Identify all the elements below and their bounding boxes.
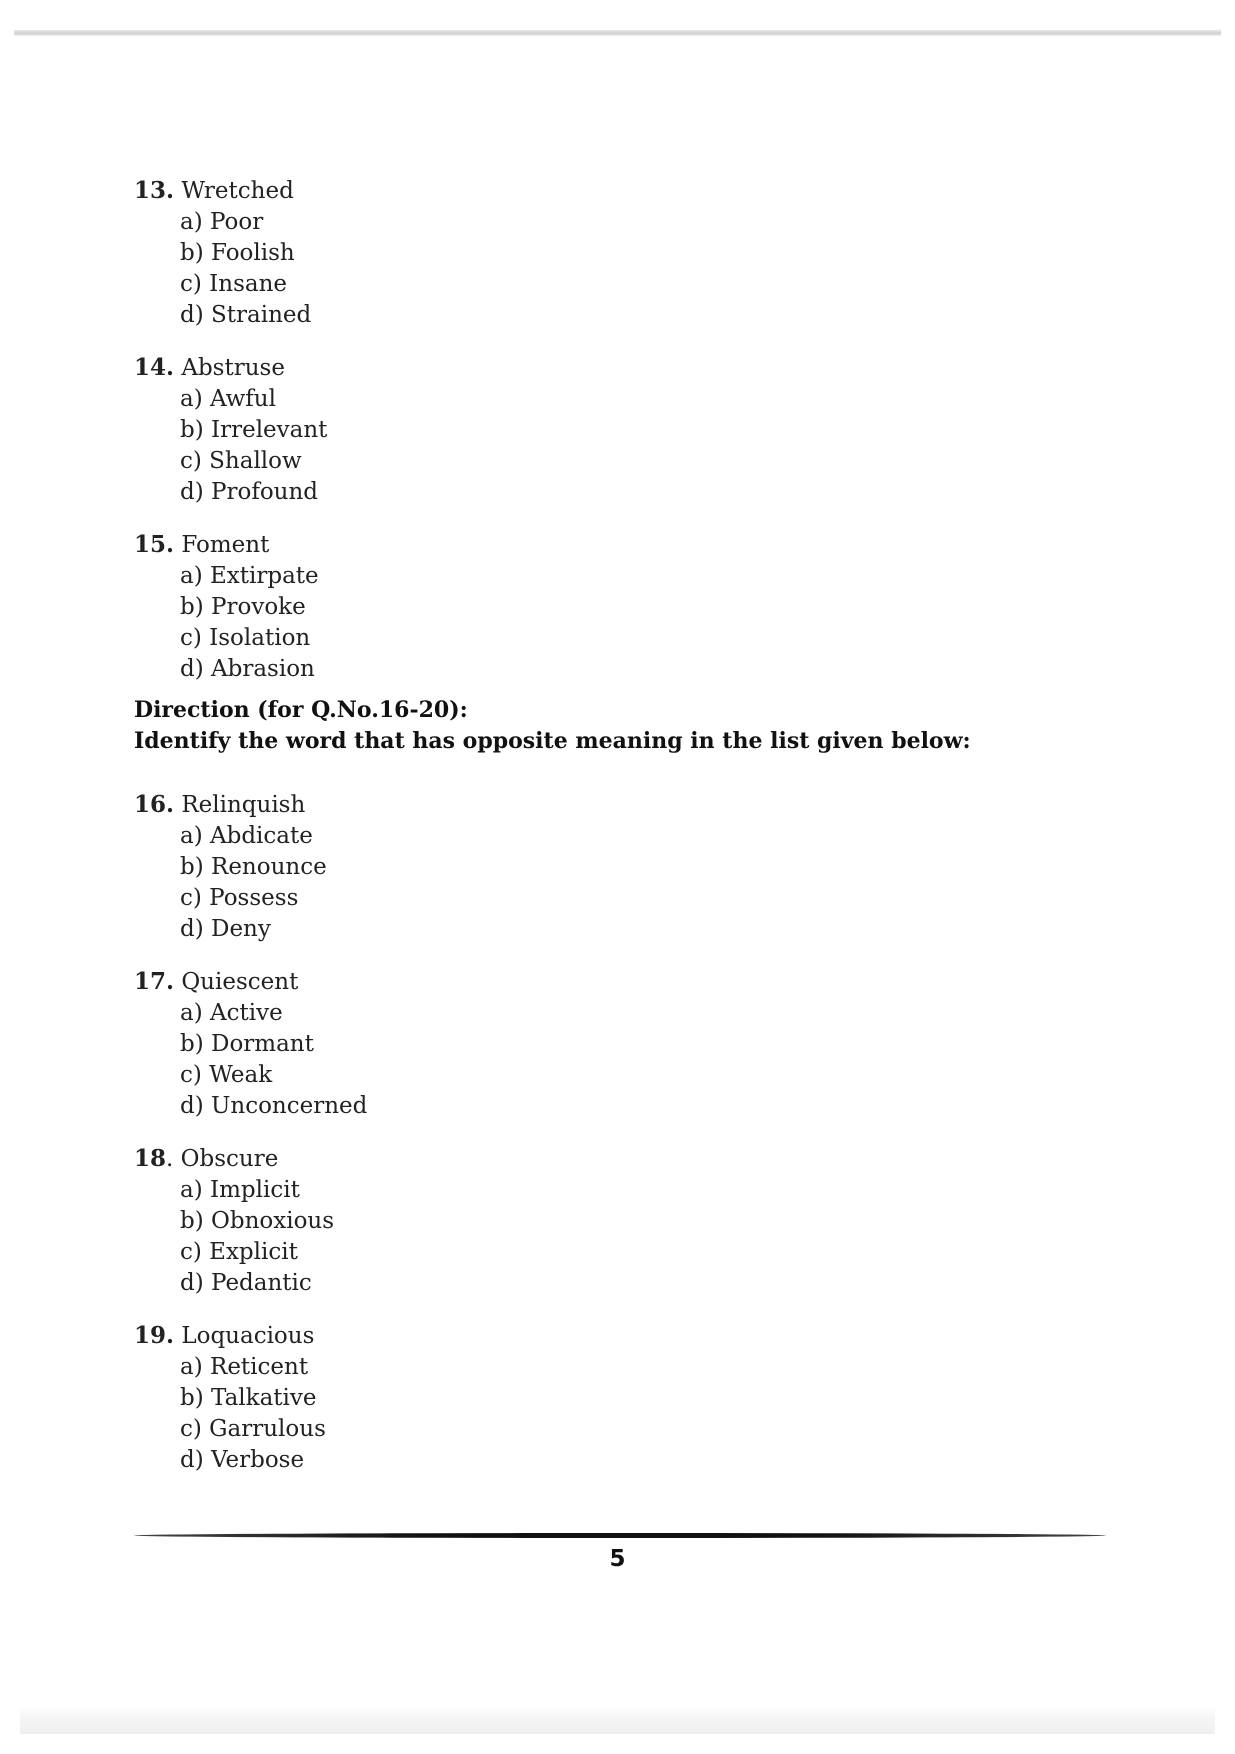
option-a: a) Reticent bbox=[180, 1354, 309, 1380]
option-a: a) Extirpate bbox=[180, 563, 319, 589]
option-b: b) Irrelevant bbox=[180, 417, 328, 443]
option-b: b) Dormant bbox=[180, 1031, 314, 1057]
option-a: a) Implicit bbox=[180, 1177, 300, 1203]
option-list bbox=[134, 1175, 1084, 1299]
direction-block bbox=[134, 695, 1084, 757]
question-13 bbox=[134, 175, 1084, 331]
question-word: Relinquish bbox=[181, 792, 306, 818]
question-word: . Obscure bbox=[166, 1146, 279, 1172]
option-d: d) Pedantic bbox=[180, 1270, 312, 1296]
option-d: d) Deny bbox=[180, 916, 271, 942]
question-heading bbox=[134, 789, 1084, 821]
option-b: b) Foolish bbox=[180, 240, 295, 266]
option-c: c) Garrulous bbox=[180, 1416, 326, 1442]
option-a: a) Poor bbox=[180, 209, 264, 235]
option-b: b) Renounce bbox=[180, 854, 327, 880]
question-17 bbox=[134, 966, 1084, 1122]
option-list bbox=[134, 207, 1084, 331]
option-c: c) Isolation bbox=[180, 625, 311, 651]
page-number: 5 bbox=[609, 1546, 626, 1572]
option-d: d) Strained bbox=[180, 302, 312, 328]
question-number: 14. bbox=[134, 354, 175, 381]
question-word: Foment bbox=[181, 532, 270, 558]
page-content bbox=[134, 175, 1084, 1497]
option-list bbox=[134, 384, 1084, 508]
question-number: 19. bbox=[134, 1322, 175, 1349]
option-d: d) Verbose bbox=[180, 1447, 305, 1473]
option-a: a) Awful bbox=[180, 386, 276, 412]
question-heading bbox=[134, 529, 1084, 561]
option-list bbox=[134, 821, 1084, 945]
option-a: a) Active bbox=[180, 1000, 283, 1026]
option-c: c) Weak bbox=[180, 1062, 273, 1088]
question-18 bbox=[134, 1143, 1084, 1299]
option-d: d) Abrasion bbox=[180, 656, 315, 682]
question-word: Loquacious bbox=[181, 1323, 315, 1349]
option-d: d) Profound bbox=[180, 479, 319, 505]
question-number: 15. bbox=[134, 531, 175, 558]
question-14 bbox=[134, 352, 1084, 508]
question-word: Wretched bbox=[181, 178, 294, 204]
scan-top-edge bbox=[14, 30, 1221, 36]
question-heading bbox=[134, 1143, 1084, 1175]
option-list bbox=[134, 561, 1084, 685]
question-19 bbox=[134, 1320, 1084, 1476]
footer-rule bbox=[134, 1533, 1106, 1538]
question-heading bbox=[134, 175, 1084, 207]
option-b: b) Talkative bbox=[180, 1385, 317, 1411]
question-number: 13. bbox=[134, 177, 175, 204]
question-number: 16. bbox=[134, 791, 175, 818]
question-heading bbox=[134, 1320, 1084, 1352]
option-b: b) Provoke bbox=[180, 594, 306, 620]
question-15 bbox=[134, 529, 1084, 685]
direction-title: Direction (for Q.No.16-20): bbox=[134, 697, 468, 723]
question-heading bbox=[134, 966, 1084, 998]
question-word: Quiescent bbox=[181, 969, 299, 995]
option-list bbox=[134, 998, 1084, 1122]
question-number: 17. bbox=[134, 968, 175, 995]
scan-bottom-edge bbox=[20, 1706, 1215, 1734]
question-heading bbox=[134, 352, 1084, 384]
option-c: c) Explicit bbox=[180, 1239, 298, 1265]
question-number: 18 bbox=[134, 1145, 167, 1172]
option-d: d) Unconcerned bbox=[180, 1093, 368, 1119]
option-c: c) Possess bbox=[180, 885, 299, 911]
option-c: c) Insane bbox=[180, 271, 288, 297]
option-b: b) Obnoxious bbox=[180, 1208, 335, 1234]
option-a: a) Abdicate bbox=[180, 823, 313, 849]
option-list bbox=[134, 1352, 1084, 1476]
question-16 bbox=[134, 789, 1084, 945]
option-c: c) Shallow bbox=[180, 448, 302, 474]
direction-instruction: Identify the word that has opposite meaning in the list given below: bbox=[134, 728, 971, 754]
question-word: Abstruse bbox=[181, 355, 285, 381]
